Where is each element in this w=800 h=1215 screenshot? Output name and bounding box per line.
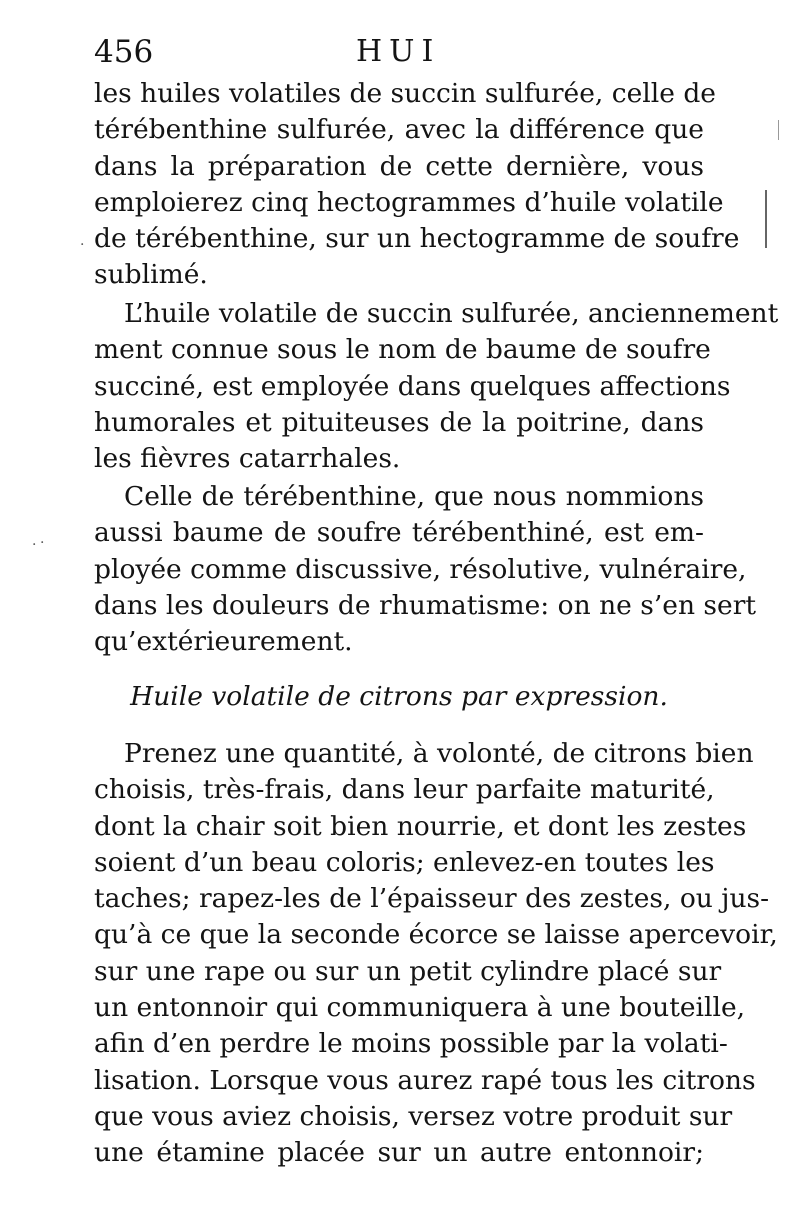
page-header xyxy=(94,28,704,76)
text-line: ment connue sous le nom de baume de soufre xyxy=(94,334,711,366)
text-line: L’huile volatile de succin sulfurée, anciennement xyxy=(124,298,779,329)
text-line: les huiles volatiles de succin sulfurée, celle de xyxy=(94,78,716,109)
section-heading: Huile volatile de citrons par expression. xyxy=(130,681,668,712)
text-line: succiné, est employée dans quelques affections xyxy=(94,370,731,402)
text-line: dans les douleurs de rhumatisme: on ne s’en sert xyxy=(94,589,757,621)
text-line: taches; rapez-les de l’épaisseur des zestes, ou jus- xyxy=(94,883,770,915)
text-line: sur une rape ou sur un petit cylindre placé sur xyxy=(94,955,722,987)
margin-dot-mark: · xyxy=(80,237,85,253)
text-line: térébenthine sulfurée, avec la différence que xyxy=(94,114,704,146)
text-line: aussi baume de soufre térébenthiné, est em- xyxy=(94,517,704,549)
text-line: qu’extérieurement. xyxy=(94,626,353,658)
running-head: HUI xyxy=(356,34,441,69)
page-number: 456 xyxy=(94,34,154,70)
text-line: dans la préparation de cette dernière, vous xyxy=(94,150,704,182)
text-line: sublimé. xyxy=(94,259,208,291)
margin-rule-mark xyxy=(765,190,767,248)
paragraph-2 xyxy=(94,296,779,477)
margin-dot-mark: · xyxy=(40,535,45,551)
text-line: afin d’en perdre le moins possible par la volati- xyxy=(94,1028,728,1060)
text-line: emploierez cinq hectogrammes d’huile volatile xyxy=(94,186,724,218)
text-line: qu’à ce que la seconde écorce se laisse apercevoir, xyxy=(94,919,778,951)
text-line: choisis, très-frais, dans leur parfaite maturité, xyxy=(94,774,715,806)
paragraph-4 xyxy=(94,736,778,1172)
text-line: de térébenthine, sur un hectogramme de soufre xyxy=(94,223,740,255)
text-line: que vous aviez choisis, versez votre produit sur xyxy=(94,1100,733,1132)
text-line: Celle de térébenthine, que nous nommions xyxy=(124,481,704,512)
text-line: une étamine placée sur un autre entonnoir; xyxy=(94,1137,704,1169)
text-line: lisation. Lorsque vous aurez rapé tous les citrons xyxy=(94,1064,756,1096)
paragraph-1 xyxy=(94,76,740,294)
text-line: soient d’un beau coloris; enlevez-en toutes les xyxy=(94,846,715,878)
text-line: humorales et pituiteuses de la poitrine, dans xyxy=(94,406,704,438)
text-line: les fièvres catarrhales. xyxy=(94,443,401,475)
text-line: un entonnoir qui communiquera à une bouteille, xyxy=(94,992,746,1024)
paragraph-3 xyxy=(94,479,757,660)
margin-rule-mark xyxy=(778,120,779,140)
text-line: dont la chair soit bien nourrie, et dont les zestes xyxy=(94,810,747,842)
margin-dot-mark: · xyxy=(32,537,37,553)
text-line: Prenez une quantité, à volonté, de citrons bien xyxy=(124,738,754,769)
text-line: ployée comme discussive, résolutive, vulnéraire, xyxy=(94,553,747,585)
